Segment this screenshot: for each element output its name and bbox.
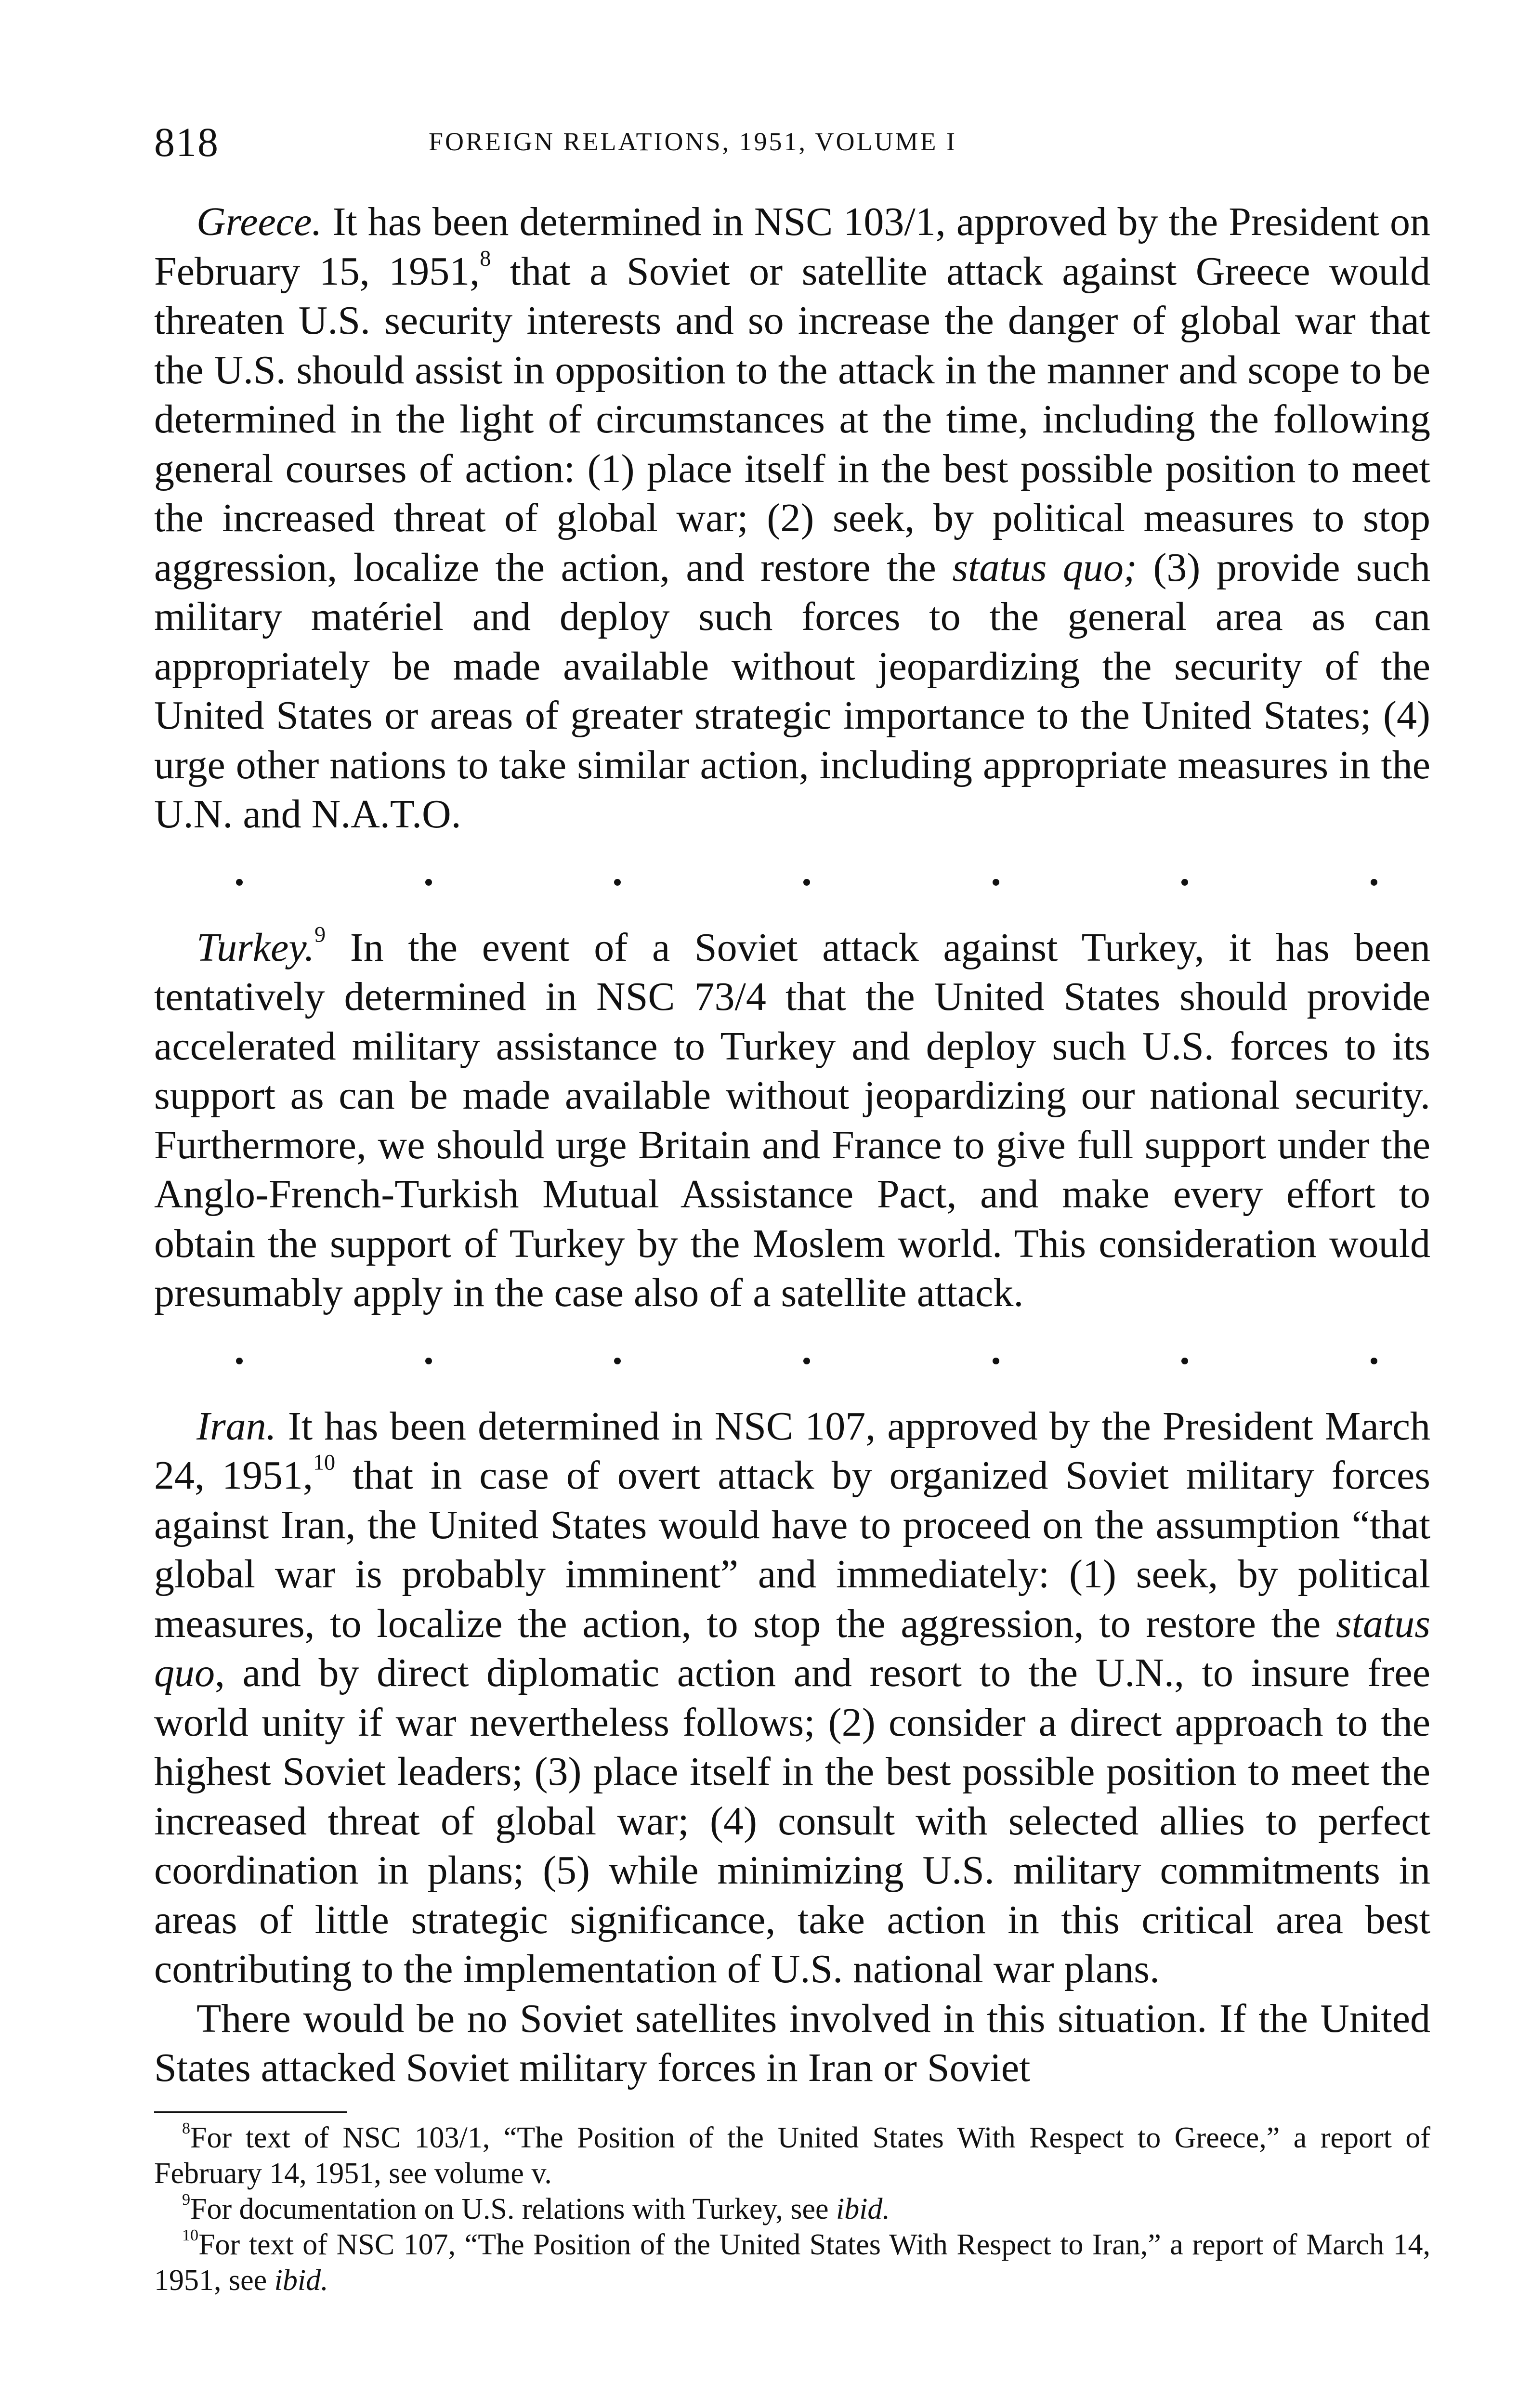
footnote-marker: 9 — [182, 2191, 191, 2209]
paragraph-lead: Turkey. — [196, 925, 314, 970]
footnote-marker: 10 — [182, 2226, 199, 2245]
ellipsis-divider — [236, 856, 1377, 909]
footnote-10 — [154, 2227, 1430, 2298]
paragraph-text: In the event of a Soviet attack against Turkey, it has been tentatively determined in NSC 73/4 that the United States should provide accelerated military assistance to Turkey and deploy such U.S. forces to its support as can be made available without jeopardizing our national security. Furthermore, we should urge Britain and France to give full support under the Anglo-French-Turkish Mutual Assistance Pact, and make every effort to obtain the support of Turkey by the Moslem world. This consideration would presumably apply in the case also of a satellite attack. — [154, 925, 1430, 1315]
footnote-reference: 10 — [313, 1450, 336, 1475]
footnote-text: For text of NSC 107, “The Position of the United States With Respect to Iran,” a report of March 14, 1951, see — [154, 2228, 1430, 2297]
paragraph-lead: Iran. — [196, 1403, 276, 1449]
paragraph-text: It has been determined in NSC 103/1, approved by the President on February 15, 1951, — [154, 199, 1430, 294]
paragraph-text: It has been determined in NSC 107, approved by the President March 24, 1951, — [154, 1403, 1430, 1498]
paragraph-text: There would be no Soviet satellites involved in this situation. If the United States attacked Soviet military forces in Iran or Soviet — [154, 1996, 1430, 2090]
page-header — [154, 118, 1430, 176]
ellipsis-dot — [236, 879, 243, 886]
footnote-9 — [154, 2191, 1430, 2227]
paragraph-text: that in case of overt attack by organized Soviet military forces against Iran, the United States would have to proceed on the assumption “that global war is probably imminent” and immediately: (1) seek, by political measures, to localize the action, to stop the aggression, to restore the — [154, 1453, 1430, 1646]
ellipsis-dot — [614, 879, 621, 886]
ellipsis-divider — [236, 1335, 1377, 1387]
footnote-text: For text of NSC 103/1, “The Position of the United States With Respect to Greece,” a report of February 14, 1951, see volume v. — [154, 2121, 1430, 2190]
paragraph-lead: Greece. — [196, 199, 322, 244]
italic-phrase: status quo; — [952, 545, 1137, 590]
ellipsis-dot — [614, 1358, 621, 1364]
italic-phrase: status quo — [154, 1601, 1430, 1695]
ellipsis-dot — [1181, 879, 1188, 886]
paragraph-iran — [154, 1402, 1430, 1994]
ellipsis-dot — [1371, 879, 1377, 886]
footnotes — [154, 2120, 1430, 2298]
footnote-reference: 8 — [480, 246, 491, 271]
paragraph-text: (3) provide such military matériel and deploy such forces to the general area as can appropriately be made available without jeopardizing the security of the United States or areas of greater strategic importance to the United States; (4) urge other nations to take similar action, including appropriate measures in the U.N. and N.A.T.O. — [154, 545, 1430, 837]
footnote-reference: 9 — [314, 922, 326, 947]
footnote-rule — [154, 2111, 347, 2113]
italic-ibid: ibid. — [836, 2193, 890, 2225]
ellipsis-dot — [1371, 1358, 1377, 1364]
ellipsis-dot — [236, 1358, 243, 1364]
italic-ibid: ibid. — [274, 2264, 328, 2297]
paragraph-text: , and by direct diplomatic action and resort to the U.N., to insure free world unity if war nevertheless follows; (2) consider a direct approach to the highest Soviet leaders; (3) place itself in the best possible position to meet the increased threat of global war; (4) consult with selected allies to perfect coordination in plans; (5) while minimizing U.S. military commitments in areas of little strategic significance, take action in this critical area best contributing to the implementation of U.S. national war plans. — [154, 1650, 1430, 1991]
ellipsis-dot — [1181, 1358, 1188, 1364]
paragraph-text: that a Soviet or satellite attack against Greece would threaten U.S. security interests and so increase the danger of global war that the U.S. should assist in opposition to the attack in the manner and scope to be determined in the light of circumstances at the time, including the following general courses of action: (1) place itself in the best possible position to meet the increased threat of global war; (2) seek, by political measures to stop aggression, localize the action, and restore the — [154, 249, 1430, 590]
paragraph-turkey — [154, 923, 1430, 1318]
page-number: 818 — [154, 119, 219, 165]
ellipsis-dot — [803, 879, 810, 886]
footnote-text: For documentation on U.S. relations with Turkey, see — [190, 2193, 836, 2225]
footnote-8 — [154, 2120, 1430, 2191]
running-head: FOREIGN RELATIONS, 1951, VOLUME I — [429, 127, 957, 156]
footnote-marker: 8 — [182, 2120, 191, 2138]
paragraph-greece — [154, 197, 1430, 839]
ellipsis-dot — [993, 1358, 999, 1364]
ellipsis-dot — [425, 1358, 432, 1364]
paragraph-satellites — [154, 1994, 1430, 2093]
ellipsis-dot — [993, 879, 999, 886]
ellipsis-dot — [425, 879, 432, 886]
body-text — [154, 197, 1430, 2093]
ellipsis-dot — [803, 1358, 810, 1364]
